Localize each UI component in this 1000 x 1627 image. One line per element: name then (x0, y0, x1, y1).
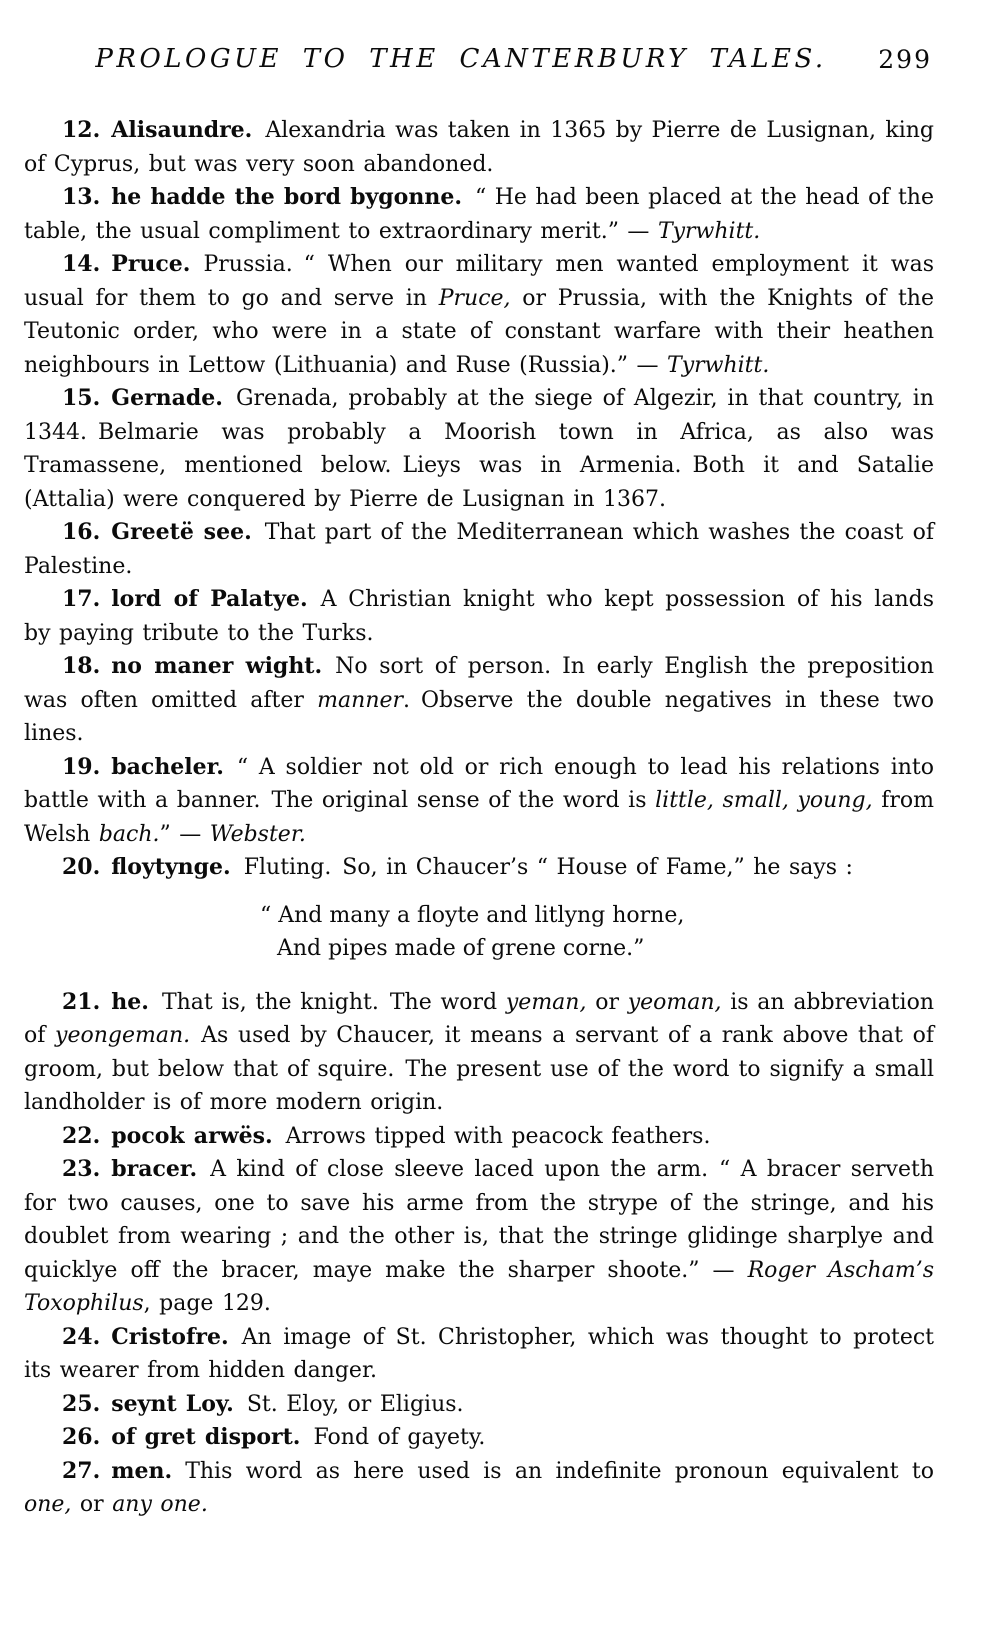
note (24, 650, 934, 751)
note (24, 114, 934, 181)
note-number: 19. (62, 753, 101, 780)
note-text-segment: manner (317, 687, 404, 713)
note-text-segment: or Prussia, with the Knights of the Teutonic order, who were in a state of constant warfare with their heathen neighbours in Lettow (Lithuania) and Ruse (Russia).” — (24, 285, 934, 378)
note-term: Greetë see. (111, 519, 252, 545)
note (24, 583, 934, 650)
note (24, 986, 934, 1120)
note-text-segment: A Christian knight who kept possession of his lands by paying tribute to the Turks. (24, 587, 934, 646)
verse-quote (260, 899, 934, 966)
note-term: Cristofre. (111, 1323, 229, 1350)
page-number: 299 (878, 45, 932, 74)
note-text-segment: Tyrwhitt. (657, 218, 761, 244)
note-text-segment: , page 129. (143, 1291, 271, 1316)
note-number: 23. (62, 1156, 101, 1182)
note-term: pocok arwës. (111, 1122, 273, 1149)
note-text-segment: any one. (112, 1492, 208, 1517)
note-text-segment: from Welsh (24, 788, 934, 847)
note (24, 382, 934, 516)
note-term: Alisaundre. (111, 117, 253, 143)
note-number: 22. (62, 1122, 101, 1149)
note-number: 25. (62, 1390, 101, 1417)
note-text-segment: “ He had been placed at the head of the table, the usual compliment to extraordinary merit.” — (24, 185, 934, 244)
note-number: 26. (62, 1424, 101, 1450)
note-text-segment: or (586, 989, 628, 1015)
note-term: of gret disport. (111, 1424, 301, 1450)
note-text-segment: yeoman, (627, 989, 722, 1015)
note-number: 18. (62, 653, 101, 679)
note-text-segment: . Observe the double negatives in these two lines. (24, 687, 934, 746)
note-number: 24. (62, 1323, 101, 1350)
note-text-segment: Webster. (209, 821, 306, 847)
note-term: he. (111, 988, 149, 1015)
note-text-segment: Grenada, probably at the siege of Algezir, in that country, in 1344. Belmarie was probably a Moorish town in Africa, as also was Tramassene, mentioned below. Lieys was in Armenia. Both it and Satalie (Attalia) were conquered by Pierre de Lusignan in 1367. (24, 386, 934, 512)
note-number: 16. (62, 519, 101, 545)
note (24, 248, 934, 382)
note-term: he hadde the bord bygonne. (111, 184, 462, 210)
note (24, 1321, 934, 1388)
note-number: 20. (62, 854, 101, 880)
note-text-segment: Alexandria was taken in 1365 by Pierre de Lusignan, king of Cyprus, but was very soon abandoned. (24, 118, 934, 177)
note-text-segment: As used by Chaucer, it means a servant of a rank above that of groom, but below that of squire. The present use of the word to signify a small landholder is of more modern origin. (24, 1023, 934, 1115)
note-term: bracer. (111, 1156, 198, 1182)
note (24, 851, 934, 885)
note-text-segment: yeman, (505, 989, 587, 1015)
note-term: seynt Loy. (111, 1390, 234, 1417)
note-text-segment: A kind of close sleeve laced upon the arm. “ A bracer serveth for two causes, one to save his arme from the strype of the stringe, and his doublet from wearing ; and the other is, that the stringe glidinge sharplye and quicklye off the bracer, maye make the sharper shoote.” — (24, 1157, 934, 1283)
note-term: men. (111, 1457, 173, 1484)
note (24, 1455, 934, 1522)
note-text-segment: Roger Ascham’s Toxophilus (24, 1257, 934, 1316)
note-text-segment: Pruce, (438, 285, 511, 311)
note (24, 1153, 934, 1321)
notes-list (24, 114, 934, 1522)
note-number: 27. (62, 1457, 101, 1484)
note-number: 13. (62, 184, 101, 210)
note-term: Pruce. (111, 251, 191, 277)
note-term: no maner wight. (111, 653, 323, 679)
note-text-segment: St. Eloy, or Eligius. (246, 1391, 464, 1417)
note-text-segment: That is, the knight. The word (161, 989, 506, 1015)
note-text-segment: Prussia. “ When our military men wanted employment it was usual for them to go and serve in (24, 252, 934, 311)
note-text-segment: bach. (98, 821, 160, 847)
note-text-segment: That part of the Mediterranean which washes the coast of Palestine. (24, 520, 934, 579)
note (24, 181, 934, 248)
note-term: lord of Palatye. (111, 586, 308, 612)
note-number: 14. (62, 251, 101, 277)
note-number: 21. (62, 988, 101, 1015)
note-term: floytynge. (111, 854, 231, 880)
note-text-segment: No sort of person. In early English the preposition was often omitted after (24, 654, 934, 713)
note-text-segment: is an abbreviation of (24, 989, 935, 1048)
note-text-segment: An image of St. Christopher, which was thought to protect its wearer from hidden danger. (24, 1324, 934, 1383)
note-text-segment: Fond of gayety. (313, 1425, 486, 1450)
note-text-segment: one, (24, 1492, 72, 1517)
verse-line: “ And many a floyte and litlyng horne, (260, 902, 685, 928)
note (24, 1388, 934, 1422)
note (24, 516, 934, 583)
note-text-segment: This word as here used is an indefinite pronoun equivalent to (185, 1458, 934, 1484)
note (24, 1421, 934, 1455)
note (24, 751, 934, 852)
note-text-segment: or (71, 1492, 113, 1517)
note (24, 1120, 934, 1154)
note-text-segment: “ A soldier not old or rich enough to lead his relations into battle with a banner. The original sense of the word is (24, 754, 934, 813)
note-text-segment: little, small, young, (655, 788, 873, 813)
note-text-segment: Arrows tipped with peacock feathers. (285, 1123, 711, 1149)
note-term: Gernade. (111, 385, 223, 411)
note-number: 17. (62, 586, 101, 612)
running-head (24, 44, 934, 80)
note-text-segment: Tyrwhitt. (667, 352, 770, 378)
note-number: 12. (62, 117, 101, 143)
note-text-segment: ” — (159, 821, 210, 847)
page-title: PROLOGUE TO THE CANTERBURY TALES. (95, 44, 827, 74)
note-text-segment: Fluting. So, in Chaucer’s “ House of Fame,” he says : (243, 855, 853, 880)
note-term: bacheler. (111, 753, 224, 780)
note-number: 15. (62, 385, 101, 411)
verse-line: And pipes made of grene corne.” (277, 936, 645, 961)
note-text-segment: yeongeman. (55, 1023, 191, 1048)
